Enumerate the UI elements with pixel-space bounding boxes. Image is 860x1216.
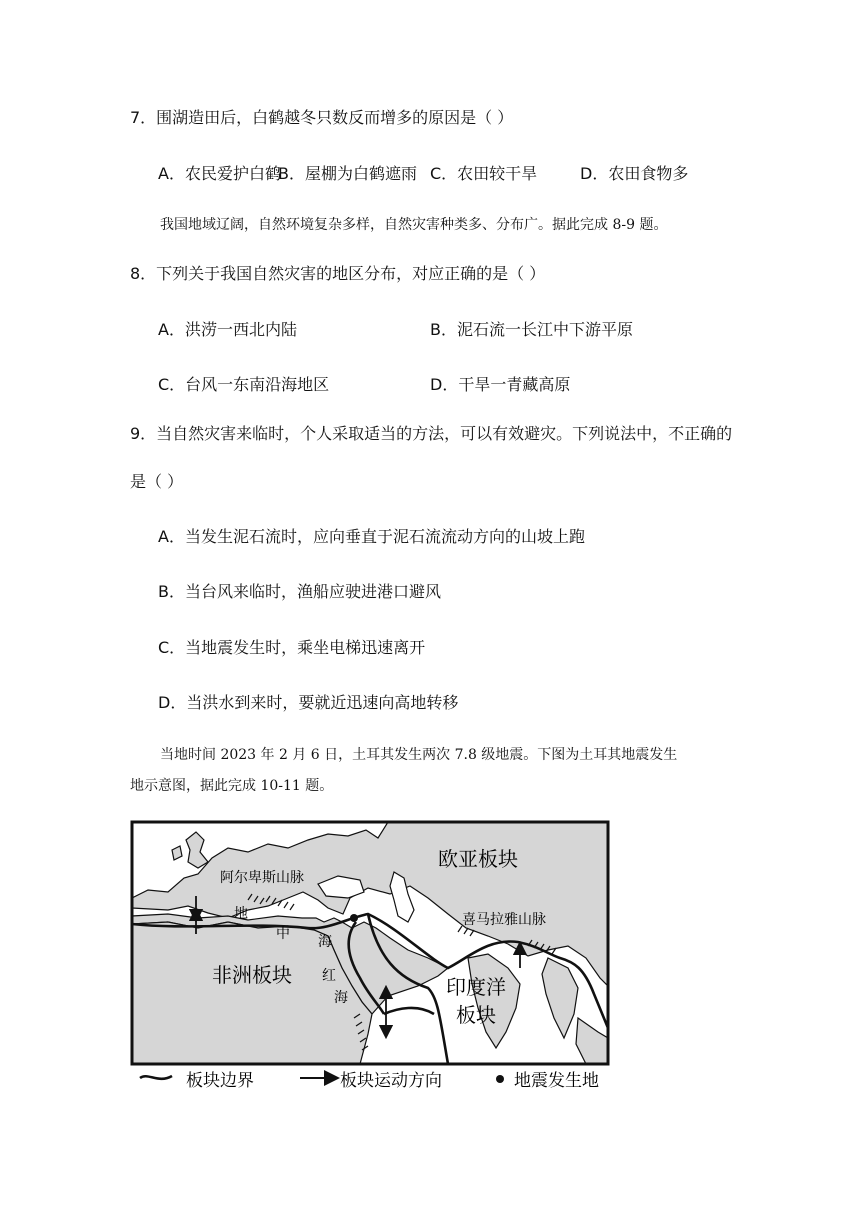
epicenter-dot: [350, 914, 358, 922]
label-med-2: 中: [276, 926, 290, 942]
intro-8-9: 我国地域辽阔，自然环境复杂多样，自然灾害种类多、分布广。据此完成 8-9 题。: [160, 217, 668, 233]
legend-boundary-symbol: [140, 1076, 172, 1079]
label-red-1: 红: [322, 968, 336, 984]
label-eurasian-plate: 欧亚板块: [438, 847, 518, 871]
legend-epicenter-label: 地震发生地: [514, 1071, 599, 1091]
label-alps: 阿尔卑斯山脉: [220, 870, 304, 886]
intro-10-11-line2: 地示意图，据此完成 10-11 题。: [130, 778, 334, 794]
q8-option-b: B．泥石流一长江中下游平原: [430, 320, 633, 339]
q9-option-a: A．当发生泥石流时，应向垂直于泥石流流动方向的山坡上跑: [158, 527, 585, 546]
label-african-plate: 非洲板块: [212, 963, 292, 987]
legend-direction-label: 板块运动方向: [340, 1071, 442, 1091]
q8-option-a: A．洪涝一西北内陆: [158, 320, 297, 339]
q8-option-c: C．台风一东南沿海地区: [158, 375, 330, 394]
q9-option-c: C．当地震发生时，乘坐电梯迅速离开: [158, 638, 426, 657]
q7-option-c: C．农田较干旱: [430, 164, 538, 183]
q7-option-b: B．屋棚为白鹤遮雨: [278, 164, 417, 183]
q9-option-d: D．当洪水到来时，要就近迅速向高地转移: [158, 693, 459, 712]
legend-boundary-label: 板块边界: [186, 1071, 254, 1091]
label-red-2: 海: [334, 990, 348, 1006]
label-indian-1: 印度洋: [446, 975, 506, 999]
q7-stem: 7．围湖造田后，白鹤越冬只数反而增多的原因是（ ）: [130, 108, 514, 127]
legend-epicenter-symbol: [496, 1075, 504, 1083]
label-med-1: 地: [234, 906, 248, 922]
q8-option-d: D．干旱一青藏高原: [430, 375, 571, 394]
q9-stem-line1: 9．当自然灾害来临时，个人采取适当的方法，可以有效避灾。下列说法中，不正确的: [130, 424, 733, 443]
q9-option-b: B．当台风来临时，渔船应驶进港口避风: [158, 582, 441, 601]
q8-stem: 8．下列关于我国自然灾害的地区分布，对应正确的是（ ）: [130, 264, 546, 283]
label-med-3: 海: [318, 934, 332, 950]
q9-stem-line2: 是（ ）: [130, 472, 184, 491]
plate-map: [128, 818, 628, 1098]
label-indian-2: 板块: [456, 1003, 496, 1027]
intro-10-11-line1: 当地时间 2023 年 2 月 6 日，土耳其发生两次 7.8 级地震。下图为土耳其地震发生: [160, 747, 678, 763]
q7-option-d: D．农田食物多: [580, 164, 689, 183]
label-himalaya: 喜马拉雅山脉: [462, 912, 546, 928]
q7-option-a: A．农民爱护白鹤: [158, 164, 281, 183]
map-legend: [140, 1071, 599, 1091]
